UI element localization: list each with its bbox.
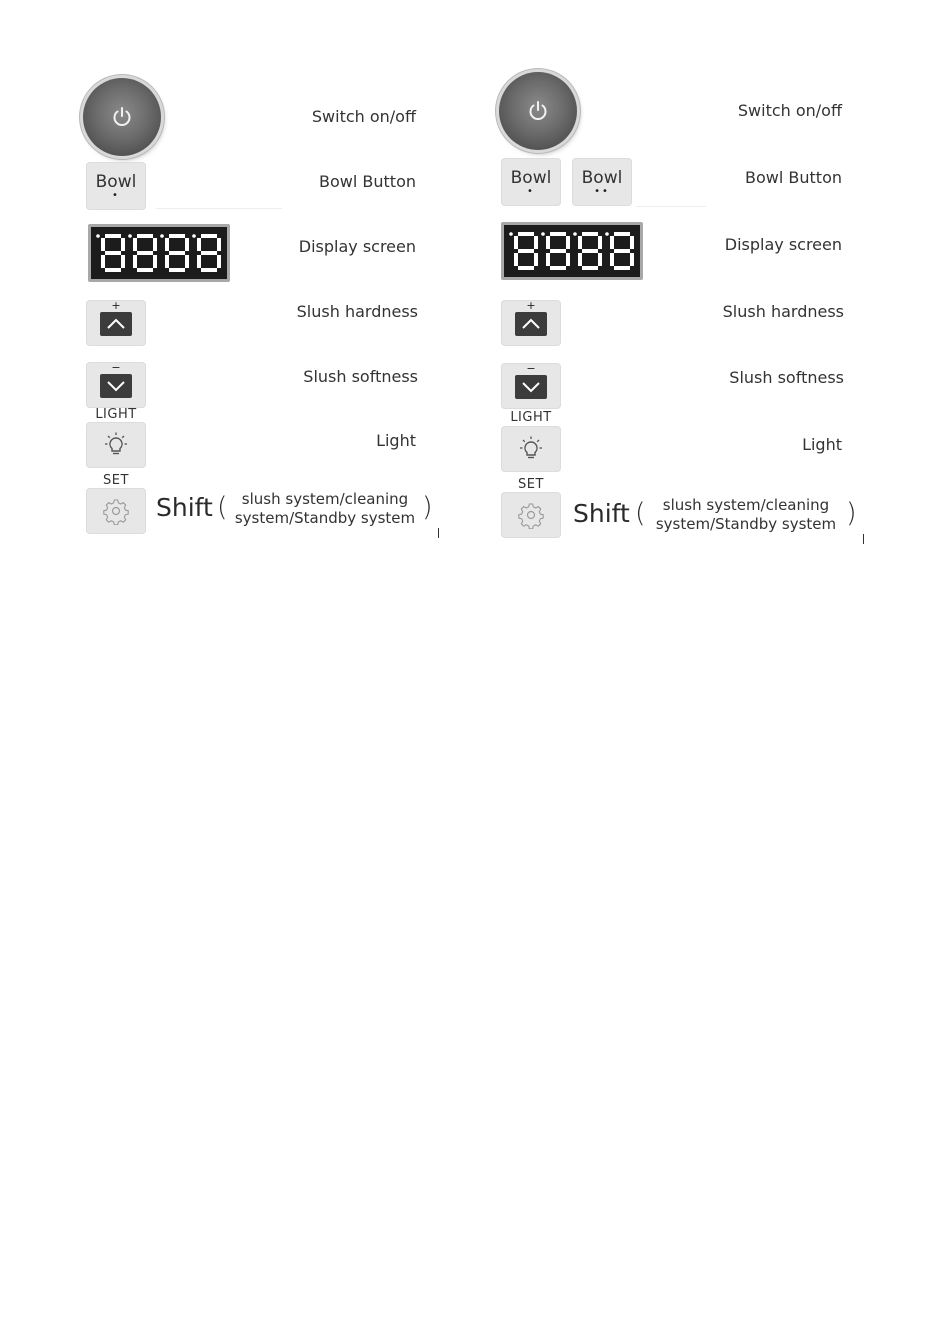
segment-display [91, 227, 227, 279]
up-chevron-icon [100, 312, 132, 336]
display-segment [614, 232, 630, 236]
light-bulb-icon [102, 431, 130, 459]
minus-sign: − [111, 361, 121, 374]
plus-sign: + [111, 299, 121, 312]
softness-down-button[interactable] [86, 362, 146, 408]
set-button[interactable] [501, 492, 561, 538]
down-chevron-icon [515, 375, 547, 399]
display-dot [573, 232, 577, 236]
display-segment [514, 253, 518, 266]
control-panel-right [466, 0, 932, 560]
bowl-indicator-dots: • [112, 190, 120, 201]
bowl-indicator-dots: • [527, 186, 535, 197]
display-dot [160, 234, 164, 238]
display-segment [518, 249, 534, 253]
display-segment [614, 249, 630, 253]
display-dot [509, 232, 513, 236]
display-segment [598, 253, 602, 266]
display-digit [573, 232, 602, 270]
display-segment [185, 255, 189, 268]
display-segment [598, 236, 602, 249]
display-dot [96, 234, 100, 238]
shift-description [230, 490, 420, 528]
display-segment [101, 255, 105, 268]
shift-line-1: slush system/cleaning [662, 496, 830, 514]
display-dot [605, 232, 609, 236]
shift-line-2: system/Standby system [655, 515, 837, 533]
shift-line-2: system/Standby system [234, 509, 416, 527]
divider [636, 206, 706, 207]
display-segment [217, 255, 221, 268]
shift-label: Shift [156, 493, 213, 522]
display-digit [128, 234, 157, 272]
bowl-button-label: Bowl [581, 168, 623, 188]
display-segment [105, 251, 121, 255]
bowl-button-label-desc: Bowl Button [745, 168, 842, 187]
display-segment [514, 236, 518, 249]
display-segment [550, 249, 566, 253]
display-segment [610, 236, 614, 249]
display-segment [121, 255, 125, 268]
display-segment [133, 255, 137, 268]
display-segment [201, 234, 217, 238]
display-dot [541, 232, 545, 236]
hardness-label: Slush hardness [296, 302, 418, 321]
light-bulb-icon [517, 435, 545, 463]
display-segment [550, 266, 566, 270]
gear-icon [102, 497, 130, 525]
power-button[interactable] [499, 72, 577, 150]
display-segment [566, 253, 570, 266]
bowl-button-1[interactable] [86, 162, 146, 210]
bowl-button-label-desc: Bowl Button [319, 172, 416, 191]
display-screen [88, 224, 230, 282]
display-digit [509, 232, 538, 270]
set-button[interactable] [86, 488, 146, 534]
display-digit [605, 232, 634, 270]
display-segment [578, 236, 582, 249]
display-segment [518, 232, 534, 236]
display-screen [501, 222, 643, 280]
display-segment [630, 253, 634, 266]
display-label: Display screen [298, 237, 416, 256]
display-segment [630, 236, 634, 249]
display-segment [578, 253, 582, 266]
shift-description [648, 496, 844, 534]
power-button[interactable] [83, 78, 161, 156]
display-segment [201, 268, 217, 272]
display-segment [534, 236, 538, 249]
display-segment [550, 232, 566, 236]
display-segment [582, 249, 598, 253]
light-button[interactable] [501, 426, 561, 472]
softness-label: Slush softness [729, 368, 844, 387]
display-segment [610, 253, 614, 266]
minus-sign: − [526, 362, 536, 375]
hardness-up-button[interactable] [501, 300, 561, 346]
display-digit [160, 234, 189, 272]
softness-down-button[interactable] [501, 363, 561, 409]
display-segment [105, 268, 121, 272]
divider [156, 208, 282, 209]
display-dot [128, 234, 132, 238]
plus-sign: + [526, 299, 536, 312]
tick-mark [863, 534, 864, 544]
display-segment [197, 255, 201, 268]
display-digit [541, 232, 570, 270]
display-digit [192, 234, 221, 272]
bowl-indicator-dots: •• [594, 186, 610, 197]
light-caption: LIGHT [510, 410, 552, 425]
down-chevron-icon [100, 374, 132, 398]
display-segment [217, 238, 221, 251]
display-segment [137, 268, 153, 272]
paren-close: ) [422, 492, 433, 523]
paren-close: ) [846, 498, 857, 529]
display-segment [169, 234, 185, 238]
display-segment [582, 266, 598, 270]
bowl-button-2[interactable] [572, 158, 632, 206]
paren-open: ( [217, 492, 228, 523]
control-panel-left [0, 0, 466, 560]
display-segment [169, 251, 185, 255]
display-dot [192, 234, 196, 238]
display-segment [105, 234, 121, 238]
set-caption: SET [103, 473, 129, 488]
set-caption: SET [518, 477, 544, 492]
light-label: Light [376, 431, 416, 450]
display-segment [165, 238, 169, 251]
display-segment [566, 236, 570, 249]
light-caption: LIGHT [95, 407, 137, 422]
display-segment [101, 238, 105, 251]
display-label: Display screen [724, 235, 842, 254]
softness-label: Slush softness [303, 367, 418, 386]
display-segment [133, 238, 137, 251]
display-segment [197, 238, 201, 251]
paren-open: ( [635, 498, 646, 529]
switch-label: Switch on/off [311, 107, 416, 126]
display-segment [185, 238, 189, 251]
shift-line-1: slush system/cleaning [241, 490, 409, 508]
display-segment [153, 255, 157, 268]
light-button[interactable] [86, 422, 146, 468]
display-segment [169, 268, 185, 272]
display-segment [137, 234, 153, 238]
display-segment [153, 238, 157, 251]
switch-label: Switch on/off [737, 101, 842, 120]
power-icon [109, 104, 135, 130]
display-segment [137, 251, 153, 255]
display-segment [582, 232, 598, 236]
display-segment [121, 238, 125, 251]
display-digit [96, 234, 125, 272]
display-segment [165, 255, 169, 268]
shift-label: Shift [573, 499, 630, 528]
hardness-up-button[interactable] [86, 300, 146, 346]
tick-mark [438, 528, 439, 538]
bowl-button-label: Bowl [510, 168, 552, 188]
display-segment [546, 253, 550, 266]
display-segment [534, 253, 538, 266]
segment-display [504, 225, 640, 277]
display-segment [518, 266, 534, 270]
hardness-label: Slush hardness [722, 302, 844, 321]
display-segment [201, 251, 217, 255]
display-segment [614, 266, 630, 270]
bowl-button-label: Bowl [95, 172, 137, 192]
bowl-button-1[interactable] [501, 158, 561, 206]
up-chevron-icon [515, 312, 547, 336]
light-label: Light [802, 435, 842, 454]
power-icon [525, 98, 551, 124]
gear-icon [517, 501, 545, 529]
display-segment [546, 236, 550, 249]
